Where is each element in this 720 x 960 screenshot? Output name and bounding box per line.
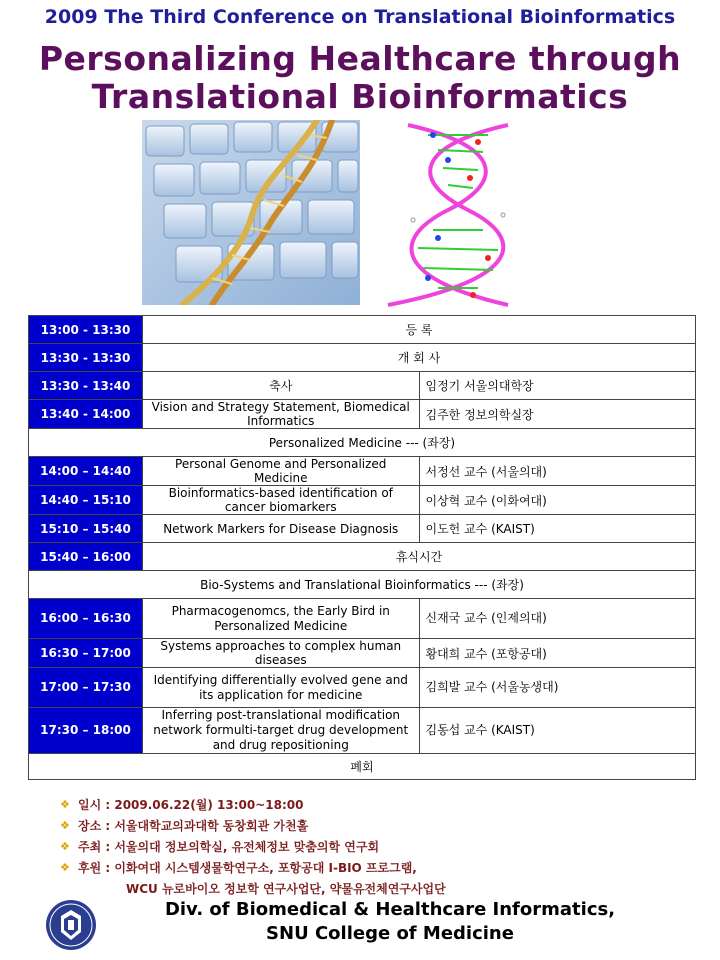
info-sponsor-text-2: WCU 뉴로바이오 정보학 연구사업단, 약물유전체연구사업단 <box>126 882 446 896</box>
speaker-cell: 이상혁 교수 (이화여대) <box>419 486 696 515</box>
speaker-cell: 신재국 교수 (인제의대) <box>419 599 696 639</box>
section-header: Personalized Medicine --- (좌장) <box>29 429 696 457</box>
session-title: Bioinformatics-based identification of cancer biomarkers <box>143 486 420 515</box>
table-row <box>29 457 696 486</box>
session-title: 개 회 사 <box>143 344 696 372</box>
speaker-cell: 임정기 서울의대학장 <box>419 372 696 400</box>
info-venue <box>60 815 446 836</box>
diamond-bullet-icon: ❖ <box>60 840 70 853</box>
table-row <box>29 639 696 668</box>
diamond-bullet-icon: ❖ <box>60 819 70 832</box>
info-date-text: 일시 : 2009.06.22(월) 13:00~18:00 <box>78 798 304 812</box>
info-sponsor <box>60 857 446 878</box>
time-cell: 13:30 - 13:30 <box>29 344 143 372</box>
time-cell: 17:30 – 18:00 <box>29 708 143 754</box>
time-cell: 16:30 – 17:00 <box>29 639 143 668</box>
session-title: 휴식시간 <box>143 543 696 571</box>
speaker-cell: 황대희 교수 (포항공대) <box>419 639 696 668</box>
time-cell: 15:10 – 15:40 <box>29 515 143 543</box>
time-cell: 16:00 – 16:30 <box>29 599 143 639</box>
table-row <box>29 486 696 515</box>
dna-helix-image <box>378 120 538 310</box>
section-row <box>29 571 696 599</box>
info-host-text: 주최 : 서울의대 정보의학실, 유전체정보 맞춤의학 연구회 <box>78 840 380 854</box>
table-row <box>29 344 696 372</box>
table-row <box>29 316 696 344</box>
footer <box>100 898 680 946</box>
schedule-table <box>28 315 696 780</box>
footer-line2: SNU College of Medicine <box>266 923 514 944</box>
table-row <box>29 599 696 639</box>
snu-logo-icon <box>44 898 98 952</box>
info-venue-text: 장소 : 서울대학교의과대학 동창회관 가천홀 <box>78 819 309 833</box>
session-title: Identifying differentially evolved gene and its application for medicine <box>143 668 420 708</box>
main-title <box>0 40 720 116</box>
section-header: Bio-Systems and Translational Bioinformatics --- (좌장) <box>29 571 696 599</box>
table-row <box>29 515 696 543</box>
session-title: 축사 <box>143 372 420 400</box>
table-row <box>29 668 696 708</box>
section-row <box>29 429 696 457</box>
session-title: Systems approaches to complex human diseases <box>143 639 420 668</box>
info-host <box>60 836 446 857</box>
session-title: Vision and Strategy Statement, Biomedical Informatics <box>143 400 420 429</box>
diamond-bullet-icon: ❖ <box>60 798 70 811</box>
table-row <box>29 543 696 571</box>
speaker-cell: 서정선 교수 (서울의대) <box>419 457 696 486</box>
main-title-line2: Translational Bioinformatics <box>91 77 629 116</box>
event-info <box>60 794 446 899</box>
info-sponsor-cont <box>60 878 446 899</box>
session-title: Personal Genome and Personalized Medicine <box>143 457 420 486</box>
session-title: Pharmacogenomcs, the Early Bird in Personalized Medicine <box>143 599 420 639</box>
time-cell: 13:40 - 14:00 <box>29 400 143 429</box>
info-date <box>60 794 446 815</box>
time-cell: 13:30 - 13:40 <box>29 372 143 400</box>
time-cell: 17:00 – 17:30 <box>29 668 143 708</box>
info-sponsor-text: 후원 : 이화여대 시스템생물학연구소, 포항공대 I-BIO 프로그램, <box>78 861 417 875</box>
closing-row <box>29 754 696 780</box>
session-title: Inferring post-translational modification network formulti-target drug development and drug repositioning <box>143 708 420 754</box>
conference-title: 2009 The Third Conference on Translational Bioinformatics <box>44 6 676 28</box>
footer-line1: Div. of Biomedical & Healthcare Informatics, <box>164 899 616 920</box>
time-cell: 14:00 – 14:40 <box>29 457 143 486</box>
speaker-cell: 김동섭 교수 (KAIST) <box>419 708 696 754</box>
speaker-cell: 김주한 정보의학실장 <box>419 400 696 429</box>
diamond-bullet-icon: ❖ <box>60 861 70 874</box>
time-cell: 14:40 – 15:10 <box>29 486 143 515</box>
keyboard-dna-image <box>142 120 360 305</box>
speaker-cell: 김희발 교수 (서울농생대) <box>419 668 696 708</box>
closing-cell: 폐회 <box>29 754 696 780</box>
table-row <box>29 372 696 400</box>
speaker-cell: 이도헌 교수 (KAIST) <box>419 515 696 543</box>
session-title: 등 록 <box>143 316 696 344</box>
time-cell: 15:40 – 16:00 <box>29 543 143 571</box>
time-cell: 13:00 - 13:30 <box>29 316 143 344</box>
main-title-line1: Personalizing Healthcare through <box>38 39 682 78</box>
table-row <box>29 708 696 754</box>
session-title: Network Markers for Disease Diagnosis <box>143 515 420 543</box>
table-row <box>29 400 696 429</box>
